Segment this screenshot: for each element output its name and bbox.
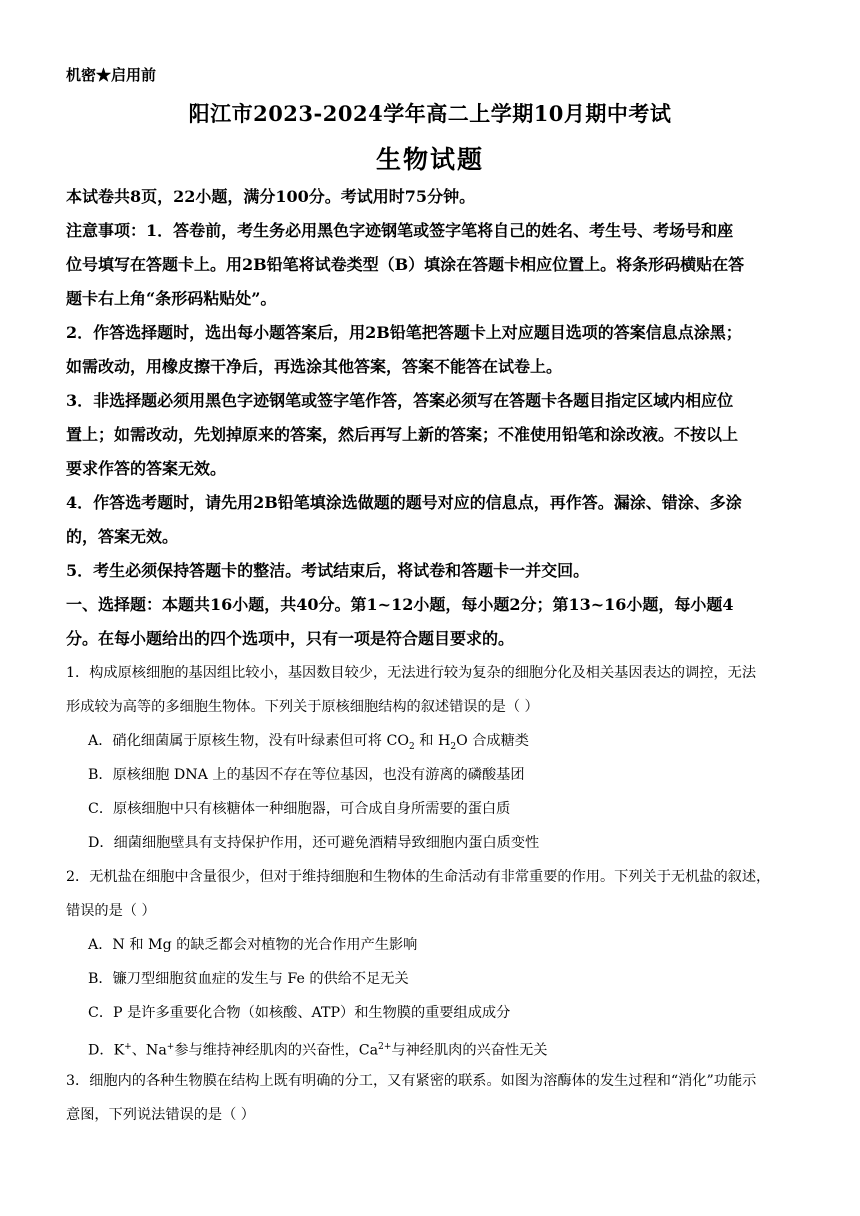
subject-title: 生物试题	[375, 145, 484, 174]
section-heading: 一、选择题：本题共16小题，共40分。第1~12小题，每小题2分；第13~16小题，每小题4	[66, 595, 734, 614]
question-1-option-d: D．细菌细胞壁具有支持保护作用，还可避免酒精导致细胞内蛋白质变性	[88, 835, 540, 851]
notes-line: 3．非选择题必须用黑色字迹钢笔或签字笔作答，答案必须写在答题卡各题目指定区域内相应位	[66, 391, 734, 410]
notes-line: 如需改动，用橡皮擦干净后，再选涂其他答案，答案不能答在试卷上。	[66, 357, 563, 376]
question-2-option-c: C．P 是许多重要化合物（如核酸、ATP）和生物膜的重要组成成分	[88, 1005, 511, 1021]
question-2-stem: 2．无机盐在细胞中含量很少，但对于维持细胞和生物体的生命活动有非常重要的作用。下列关于无机盐的叙述，	[66, 869, 771, 885]
question-1-stem: 1．构成原核细胞的基因组比较小，基因数目较少，无法进行较为复杂的细胞分化及相关基因表达的调控，无法	[66, 665, 757, 681]
section-heading: 分。在每小题给出的四个选项中，只有一项是符合题目要求的。	[66, 629, 515, 648]
notes-line: 置上；如需改动，先划掉原来的答案，然后再写上新的答案；不准使用铅笔和涂改液。不按以上	[66, 425, 739, 444]
question-3-stem: 3．细胞内的各种生物膜在结构上既有明确的分工，又有紧密的联系。如图为溶酶体的发生过程和“消化”功能示	[66, 1073, 757, 1089]
notes-line: 位号填写在答题卡上。用2B铅笔将试卷类型（B）填涂在答题卡相应位置上。将条形码横贴在答	[66, 255, 745, 274]
question-1-option-b: B．原核细胞 DNA 上的基因不存在等位基因，也没有游离的磷酸基团	[88, 767, 525, 783]
notes-line: 2．作答选择题时，选出每小题答案后，用2B铅笔把答题卡上对应题目选项的答案信息点涂黑；	[66, 323, 742, 342]
exam-title: 阳江市2023-2024学年高二上学期10月期中考试	[188, 101, 672, 126]
question-1-stem: 形成较为高等的多细胞生物体。下列关于原核细胞结构的叙述错误的是（ ）	[66, 699, 539, 715]
question-1-option-a: A．硝化细菌属于原核生物，没有叶绿素但可将 $CO_2$ 和 $H_2O$ 合成糖类	[88, 733, 529, 752]
secret-label: 机密★启用前	[66, 66, 157, 84]
notes-line: 4．作答选考题时，请先用2B铅笔填涂选做题的题号对应的信息点，再作答。漏涂、错涂、多涂	[66, 493, 742, 512]
question-2-option-d: D．K+、Na+参与维持神经肌肉的兴奋性，$Ca^{2+}$与神经肌肉的兴奋性无关	[88, 1042, 548, 1059]
question-2-option-b: B．镰刀型细胞贫血症的发生与 Fe 的供给不足无关	[88, 971, 409, 987]
question-2-stem: 错误的是（ ）	[66, 903, 156, 919]
notes-line: 注意事项：1．答卷前，考生务必用黑色字迹钢笔或签字笔将自己的姓名、考生号、考场号和座	[66, 221, 734, 240]
question-2-option-a: A．N 和 Mg 的缺乏都会对植物的光合作用产生影响	[88, 937, 418, 953]
question-1-option-c: C．原核细胞中只有核糖体一种细胞器，可合成自身所需要的蛋白质	[88, 801, 511, 817]
notes-line: 要求作答的答案无效。	[66, 459, 227, 478]
exam-body	[66, 180, 796, 1132]
intro-line: 本试卷共8页，22小题，满分100分。考试用时75分钟。	[66, 187, 476, 206]
notes-line: 题卡右上角“条形码粘贴处”。	[66, 289, 277, 308]
question-3-stem: 意图，下列说法错误的是（ ）	[66, 1107, 255, 1123]
notes-line: 的，答案无效。	[66, 527, 179, 546]
notes-line: 5．考生必须保持答题卡的整洁。考试结束后，将试卷和答题卡一并交回。	[66, 561, 590, 580]
